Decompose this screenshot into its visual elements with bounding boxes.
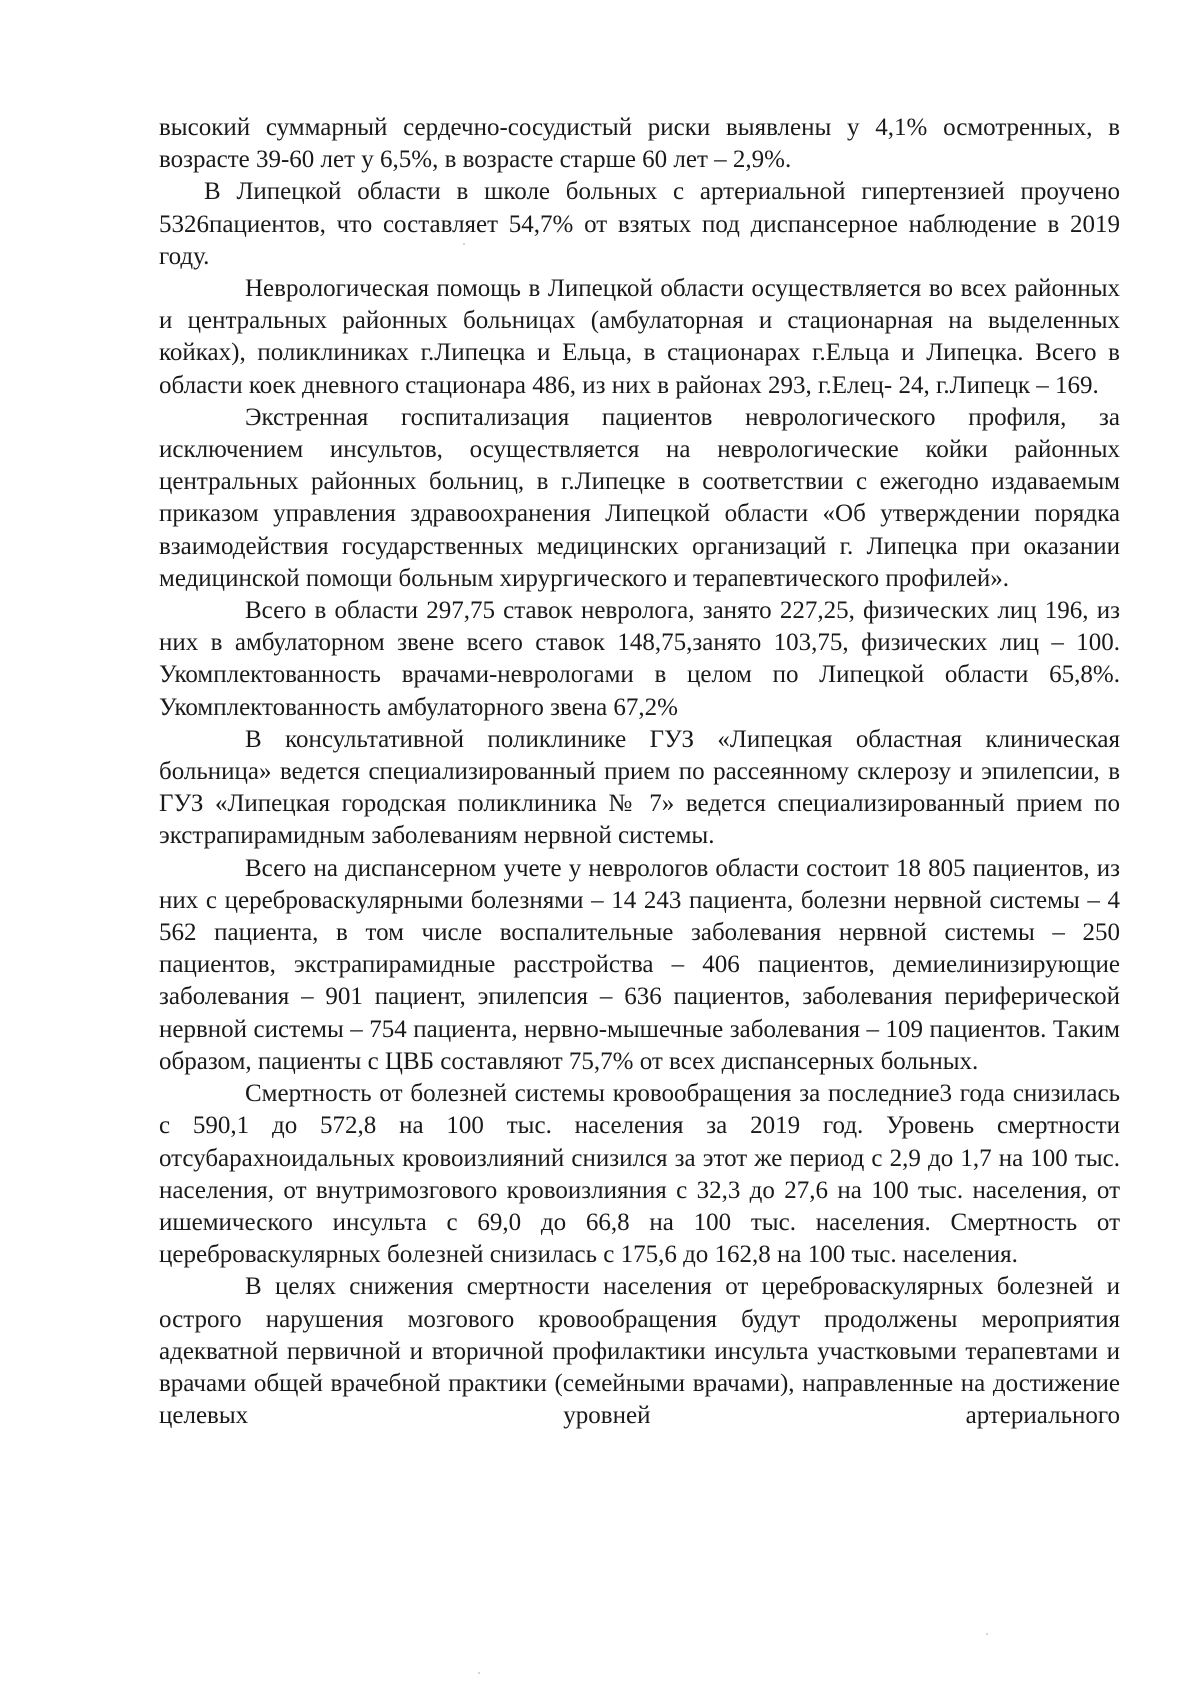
paragraph-dispensary-registration: Всего на диспансерном учете у неврологов области состоит 18 805 пациентов, из них с цереброваскулярными болезнями – 14 243 пациента, болезни нервной системы – 4 562 пациента, в том числе воспалительные заболевания нервной системы – 250 пациентов, экстрапирамидные расстройства – 406 пациентов, демиелинизирующие заболевания – 901 пациент, эпилепсия – 636 пациентов, заболевания периферической нервной системы – 754 пациента, нервно-мышечные заболевания – 109 пациентов. Таким образом, пациенты с ЦВБ составляют 75,7% от всех диспансерных больных. bbox=[159, 854, 1120, 1075]
paragraph-mortality: Смертность от болезней системы кровообращения за последние3 года снизилась с 590,1 до 572,8 на 100 тыс. населения за 2019 год. Уровень смертности отсубарахноидальных кровоизлияний снизился за этот же период с 2,9 до 1,7 на 100 тыс. населения, от внутримозгового кровоизлияния с 32,3 до 27,6 на 100 тыс. населения, от ишемического инсульта с 69,0 до 66,8 на 100 тыс. населения. Смертность от цереброваскулярных болезней снизилась с 175,6 до 162,8 на 100 тыс. населения. bbox=[159, 1080, 1120, 1269]
paragraph-emergency-hospitalization: Экстренная госпитализация пациентов неврологического профиля, за исключением инсультов, осуществляется на неврологические койки районных центральных районных больниц, в г.Липецке в соответствии с ежегодно издаваемым приказом управления здравоохранения Липецкой области «Об утверждении порядка взаимодействия государственных медицинских организаций г. Липецка при оказании медицинской помощи больным хирургического и терапевтического профилей». bbox=[159, 403, 1120, 592]
paragraph-hypertension-school: В Липецкой области в школе больных с артериальной гипертензией проучено 5326пациентов, что составляет 54,7% от взятых под диспансерное наблюдение в 2019 году. bbox=[159, 178, 1120, 270]
paragraph-staffing: Всего в области 297,75 ставок невролога, занято 227,25, физических лиц 196, из них в амбулаторном звене всего ставок 148,75,занято 103,75, физических лиц – 100. Укомплектованность врачами-неврологами в целом по Липецкой области 65,8%. Укомплектованность амбулаторного звена 67,2% bbox=[159, 597, 1120, 721]
scan-speck bbox=[478, 1672, 480, 1674]
paragraph-cardiovascular-risk: высокий суммарный сердечно-сосудистый риски выявлены у 4,1% осмотренных, в возрасте 39-60 лет у 6,5%, в возрасте старше 60 лет – 2,9%. bbox=[159, 114, 1120, 174]
scan-speck bbox=[986, 1633, 988, 1635]
paragraph-prevention-measures: В целях снижения смертности населения от цереброваскулярных болезней и острого нарушения мозгового кровообращения будут продолжены мероприятия адекватной первичной и вторичной профилактики инсульта участковыми терапевтами и врачами общей врачебной практики (семейными врачами), направленные на достижение целевых уровней артериального bbox=[159, 1273, 1120, 1430]
document-body bbox=[159, 112, 1120, 1432]
paragraph-neurological-care: Неврологическая помощь в Липецкой области осуществляется во всех районных и центральных районных больницах (амбулаторная и стационарная на выделенных койках), поликлиниках г.Липецка и Ельца, в стационарах г.Ельца и Липецка. Всего в области коек дневного стационара 486, из них в районах 293, г.Елец- 24, г.Липецк – 169. bbox=[159, 275, 1120, 399]
scan-speck bbox=[463, 243, 465, 245]
paragraph-specialized-reception: В консультативной поликлинике ГУЗ «Липецкая областная клиническая больница» ведется специализированный прием по рассеянному склерозу и эпилепсии, в ГУЗ «Липецкая городская поликлиника № 7» ведется специализированный прием по экстрапирамидным заболеваниям нервной системы. bbox=[159, 725, 1120, 850]
